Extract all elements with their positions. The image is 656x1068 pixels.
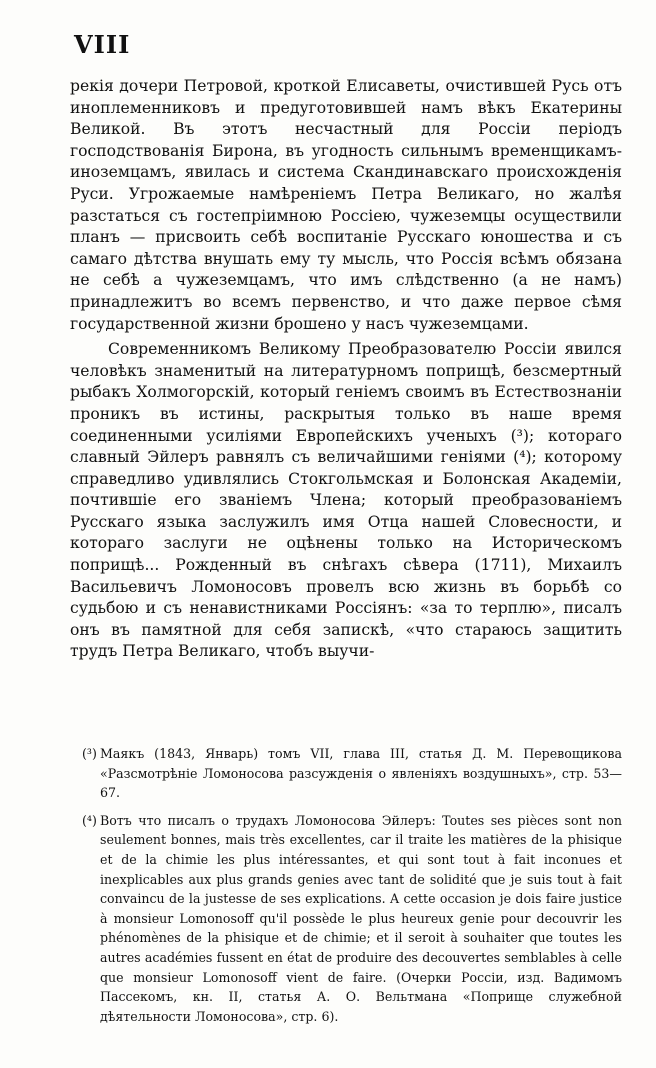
page-number: VIII <box>74 30 131 59</box>
footnote-text: Маякъ (1843, Январь) томъ VII, глава III, статья Д. М. Перевощикова «Разсмотрѣніе Ломоносова разсужденія о явленіяхъ воздушныхъ», стр. 53—67. <box>100 746 622 801</box>
footnotes <box>70 744 622 1034</box>
footnote-mark: (⁴) <box>82 812 97 828</box>
footnote <box>70 744 622 803</box>
footnote <box>70 811 622 1027</box>
main-text <box>70 76 622 663</box>
footnote-text: Вотъ что писалъ о трудахъ Ломоносова Эйлеръ: Toutes ses pièces sont non seulement bonnes, mais très excellentes, car il traite les matières de la phisique et de la chimie les plus intéressantes, et qui sont tout à fait inconues et inexplicables aux plus grands genies avec tant de solidité que je suis tout à fait convaincu de la justesse de ses explications. A cette occasion je dois faire justice à monsieur Lomonosoff qu'il possède le plus heureux genie pour decouvrir les phénomènes de la phisique et de chimie; et il seroit à souhaiter que toutes les autres académies fussent en état de produire des decouvertes semblables à celle que monsieur Lomonosoff vient de faire. (Очерки Россіи, изд. Вадимомъ Пассекомъ, кн. II, статья А. О. Вельтмана «Поприще служебной дѣятельности Ломоносова», стр. 6). <box>100 812 622 1024</box>
paragraph: Современникомъ Великому Преобразователю Россіи явился человѣкъ знаменитый на литературномъ поприщѣ, безсмертный рыбакъ Холмогорскій, который геніемъ своимъ въ Естествознаніи проникъ въ истины, раскрытыя только въ наше время соединенными усиліями Европейскихъ ученыхъ (³); котораго славный Эйлеръ равнялъ съ величайшими геніями (⁴); которому справедливо удивлялись Стокгольмская и Болонская Академіи, почтившіе его званіемъ Члена; который преобразованіемъ Русскаго языка заслужилъ имя Отца нашей Словесности, и котораго заслуги не оцѣнены только на Историческомъ поприщѣ... Рожденный въ снѣгахъ сѣвера (1711), Михаилъ Васильевичъ Ломоносовъ провелъ всю жизнь въ борьбѣ со судьбою и съ ненавистниками Россіянъ: «за то терплю», писалъ онъ въ памятной для себя запискѣ, «что стараюсь защитить трудъ Петра Великаго, чтобъ выучи- <box>70 340 622 661</box>
footnote-mark: (³) <box>82 746 97 761</box>
paragraph: рекія дочери Петровой, кроткой Елисаветы, очистившей Русь отъ иноплеменниковъ и предуготовившей намъ вѣкъ Екатерины Великой. Въ этотъ несчастный для Россіи періодъ господствованія Бирона, въ угодность сильнымъ временщикамъ-иноземцамъ, явилась и система Скандинавскаго происхожденія Руси. Угрожаемые намѣреніемъ Петра Великаго, но жалѣя разстаться съ гостепріимною Россіею, чужеземцы осуществили планъ — присвоить себѣ воспитаніе Русскаго юношества и съ самаго дѣтства внушать ему ту мысль, что Россія всѣмъ обязана не себѣ а чужеземцамъ, что имъ слѣдственно (а не намъ) принадлежитъ во всемъ первенство, и что даже первое сѣмя государственной жизни брошено у насъ чужеземцами. <box>70 77 622 333</box>
